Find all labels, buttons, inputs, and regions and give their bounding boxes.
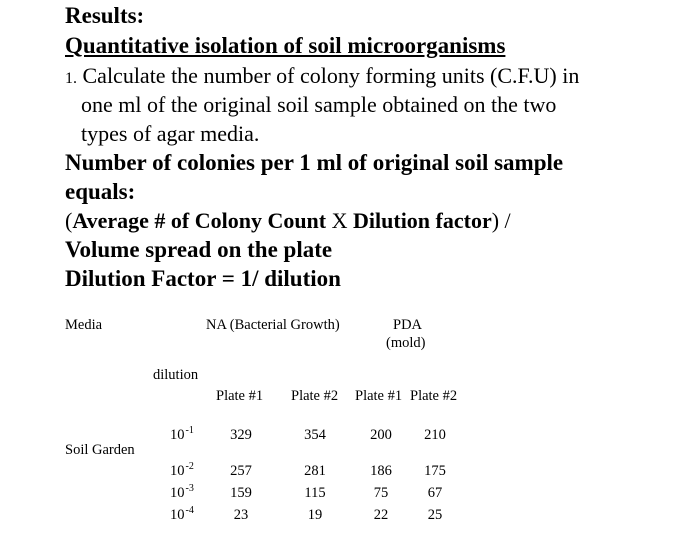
dilution-factor-definition: Dilution Factor = 1/ dilution: [65, 266, 341, 291]
formula-dilution-factor: Dilution factor: [353, 208, 492, 233]
formula-close: ) /: [491, 208, 511, 233]
value-cell: 19: [307, 507, 323, 523]
item-number: 1.: [65, 70, 77, 87]
value-cell: 210: [424, 427, 446, 443]
dilution-value: $10^{-1}$: [170, 425, 194, 443]
results-heading: Results:: [65, 3, 145, 28]
media-header: Media: [65, 317, 103, 333]
dilution-value: $10^{-4}$: [170, 505, 194, 523]
value-cell: 159: [230, 485, 252, 501]
value-cell: 186: [370, 463, 392, 479]
instruction-line-2: one ml of the original soil sample obtained on the two: [81, 92, 557, 117]
plate-header-2: Plate #2: [291, 388, 339, 404]
formula-average: Average # of Colony Count: [72, 208, 327, 233]
value-cell: 175: [424, 463, 446, 479]
value-cell: 75: [373, 485, 389, 501]
pda-subheader: (mold): [386, 335, 426, 351]
dilution-value: $10^{-2}$: [170, 461, 194, 479]
plate-header-3: Plate #1: [355, 388, 403, 404]
formula-times: X: [326, 208, 354, 233]
value-cell: 67: [427, 485, 443, 501]
instruction-line-3: types of agar media.: [81, 121, 260, 146]
formula-line-2: Volume spread on the plate: [65, 237, 333, 262]
section-title: Quantitative isolation of soil microorganisms: [65, 33, 506, 58]
pda-header: PDA: [393, 317, 423, 333]
value-cell: 23: [233, 507, 249, 523]
plate-header-1: Plate #1: [216, 388, 264, 404]
value-cell: 200: [370, 427, 392, 443]
value-cell: 22: [373, 507, 389, 523]
value-cell: 257: [230, 463, 252, 479]
plate-header-4: Plate #2: [410, 388, 458, 404]
dilution-value: $10^{-3}$: [170, 483, 194, 501]
sample-label: Soil Garden: [65, 442, 135, 458]
value-cell: 354: [304, 427, 326, 443]
value-cell: 25: [427, 507, 443, 523]
na-header: NA (Bacterial Growth): [206, 317, 340, 333]
value-cell: 115: [304, 485, 326, 501]
dilution-header: dilution: [153, 367, 199, 383]
bold-statement-2: equals:: [65, 179, 136, 204]
formula-open: (: [65, 208, 73, 233]
item-text-1: Calculate the number of colony forming units (C.F.U) in: [82, 63, 580, 88]
bold-statement-1: Number of colonies per 1 ml of original soil sample: [65, 150, 564, 175]
value-cell: 281: [304, 463, 326, 479]
value-cell: 329: [230, 427, 252, 443]
